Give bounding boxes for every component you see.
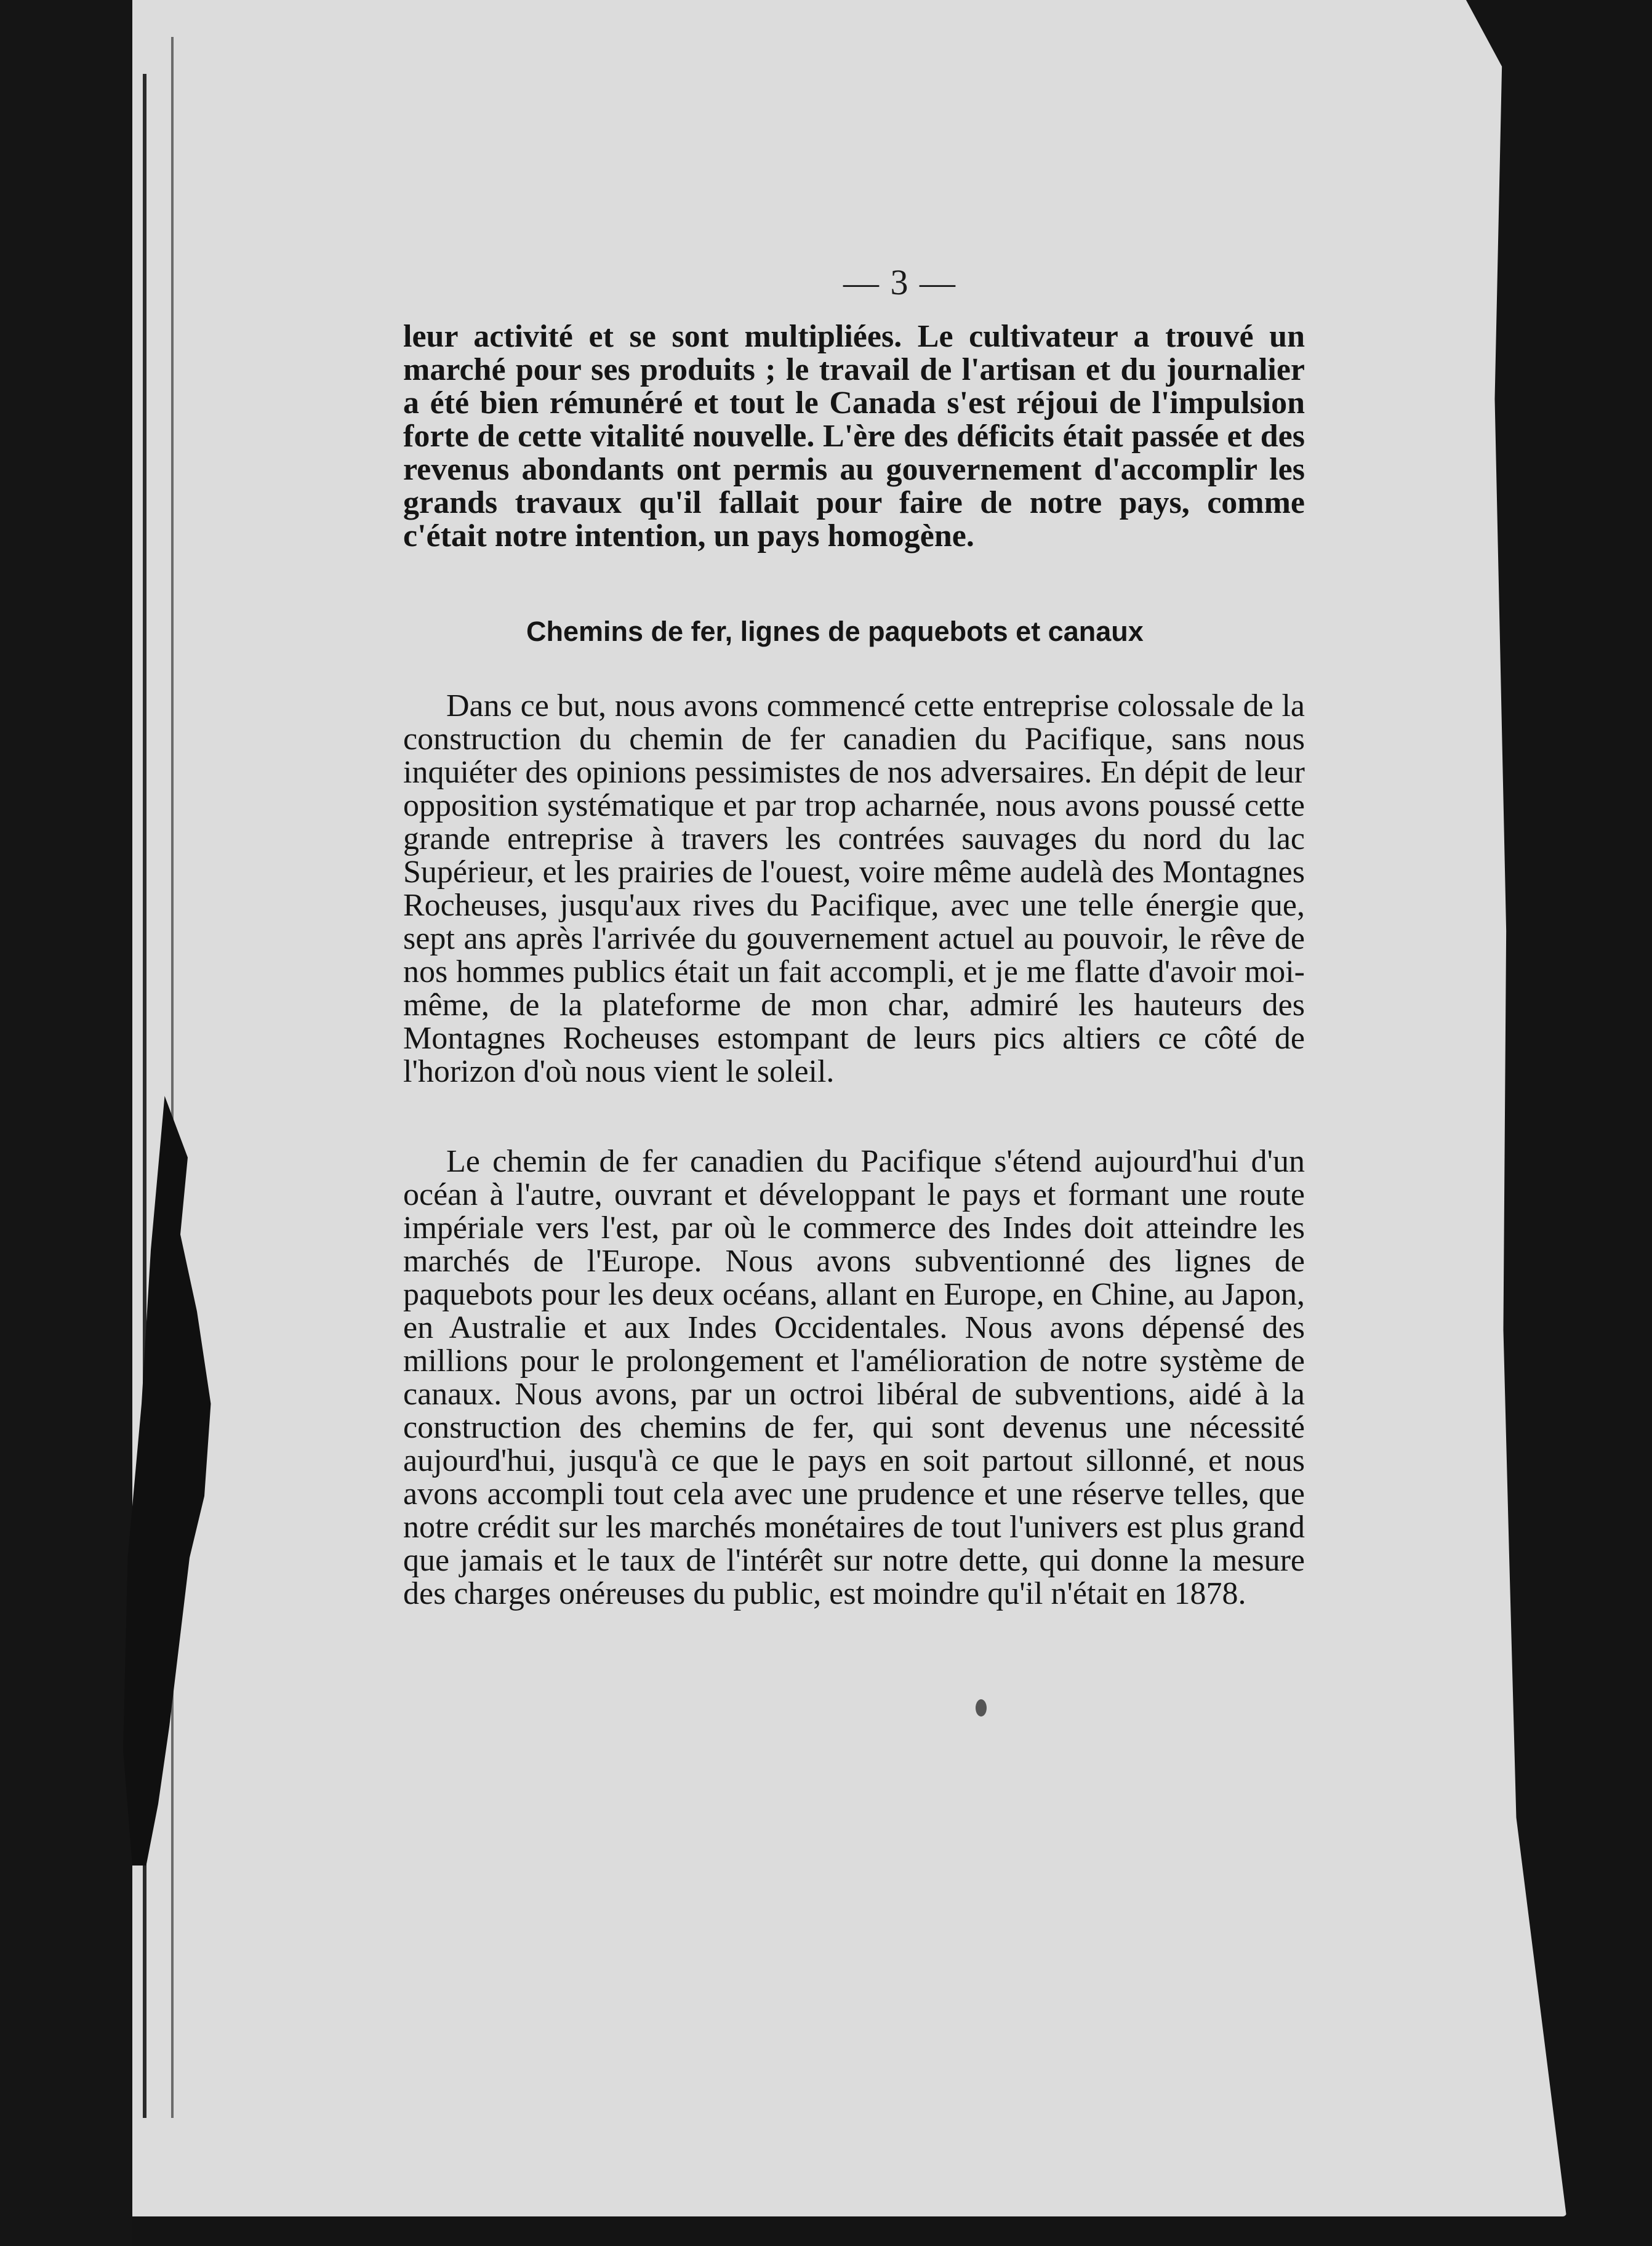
paragraph-1: [403, 320, 1305, 553]
paragraph-3-text: Le chemin de fer canadien du Pacifique s'étend aujourd'hui d'un océan à l'autre, ouvrant et développant le pays et formant une route impériale vers l'est, par où le commerce des Indes doit atteindre les marchés de l'Europe. Nous avons subventionné des lignes de paquebots pour les deux océans, allant en Europe, en Chine, au Japon, en Australie et aux Indes Occidentales. Nous avons dépensé des millions pour le prolongement et l'amélioration de notre système de canaux. Nous avons, par un octroi libéral de subventions, aidé à la construction des chemins de fer, qui sont devenus une nécessité aujourd'hui, jusqu'à ce que le pays en soit partout sillonné, et nous avons accompli tout cela avec une prudence et une réserve telles, que notre crédit sur les marchés monétaires de tout l'univers est plus grand que jamais et le taux de l'intérêt sur notre dette, qui donne la mesure des charges onéreuses du public, est moindre qu'il n'était en 1878.: [403, 1144, 1305, 1611]
paragraph-1-text: leur activité et se sont multipliées. Le cultivateur a trouvé un marché pour ses produits ; le travail de l'artisan et du journalier a été bien rémunéré et tout le Canada s'est réjoui de l'impulsion forte de cette vitalité nouvelle. L'ère des déficits était passée et des revenus abondants ont permis au gouvernement d'accomplir les grands travaux qu'il fallait pour faire de notre pays, comme c'était notre intention, un pays homogène.: [403, 319, 1305, 553]
paragraph-3: [403, 1145, 1305, 1611]
page-edge-line: [171, 37, 174, 2118]
section-heading: Chemins de fer, lignes de paquebots et canaux: [526, 616, 1144, 647]
scan-dark-margin: [0, 0, 132, 2246]
paragraph-2: [403, 690, 1305, 1089]
page-number: — 3 —: [843, 262, 956, 302]
ink-blot-mark: [976, 1699, 987, 1717]
paragraph-2-text: Dans ce but, nous avons commencé cette entreprise colossale de la construction du chemin de fer canadien du Pacifique, sans nous inquiéter des opinions pessimistes de nos adversaires. En dépit de leur opposition systématique et par trop acharnée, nous avons poussé cette grande entreprise à travers les contrées sauvages du nord du lac Supérieur, et les prairies de l'ouest, voire même audelà des Montagnes Rocheuses, jusqu'aux rives du Pacifique, avec une telle énergie que, sept ans après l'arrivée du gouvernement actuel au pouvoir, le rêve de nos hommes publics était un fait accompli, et je me flatte d'avoir moi-même, de la plateforme de mon char, admiré les hauteurs des Montagnes Rocheuses estompant de leurs pics altiers ce côté de l'horizon d'où nous vient le soleil.: [403, 688, 1305, 1089]
